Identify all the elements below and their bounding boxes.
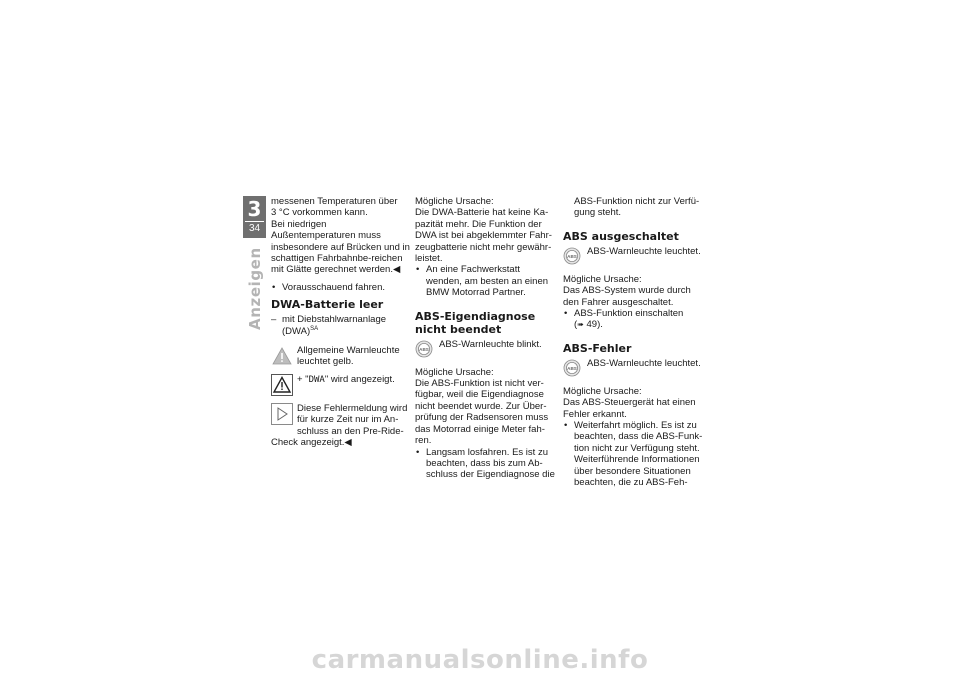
page-reference-open: ( [574,319,578,331]
bullet-workshop: • An eine Fachwerkstatt wenden, am besten an einen BMW Motorrad Partner. [415,264,555,298]
column-1 [271,196,411,455]
special-equipment-mark: SA [310,325,319,332]
abs-icon-label: ABS [567,365,577,371]
dwa-display-code: DWA [308,375,325,386]
heading-abs-diagnosis: ABS-Eigendiagnose nicht beendet [415,309,536,336]
abs-icon-label: ABS [567,253,577,259]
abs-off-text: ABS-Warnleuchte leuchtet. [587,245,701,257]
dwa-display-row [271,374,411,397]
cause-label-dwa: Mögliche Ursache: [415,196,494,207]
column-3 [563,196,703,489]
warning-triangle-icon [271,374,293,396]
dash-dwa-cont [271,326,411,337]
intro-line-2: 3 °C vorkommen kann. [271,207,368,219]
page-reference-page: 49). [586,319,603,331]
heading-dwa-battery: DWA-Batterie leer [271,298,384,312]
abs-warning-icon [563,359,581,377]
dash-dwa-text-2: (DWA) [282,325,311,337]
dash-dwa [271,314,411,325]
general-warning-text: Allgemeine Warnleuchte leuchtet gelb. [297,345,400,368]
watermark: carmanualsonline.info [311,645,649,675]
heading-abs-error: ABS-Fehler [563,341,632,355]
abs-error-text: ABS-Warnleuchte leuchtet. [587,357,701,369]
intro-paragraph: Bei niedrigen Außentemperaturen muss insbesondere auf Brücken und in schattigen Fahrbahnbe-reichen mit Glätte gerechnet werden.◀ [271,218,410,276]
dwa-display-suffix: " wird angezeigt. [324,374,395,386]
continued-text: ABS-Funktion nicht zur Verfü-gung steht. [574,196,700,219]
column-2 [415,196,555,481]
info-text: Diese Fehlermeldung wird für kurze Zeit nur im An-schluss an den Pre-Ride-Check angezeigt.◀ [271,403,408,449]
cause-text-dwa: Die DWA-Batterie hat keine Ka-pazität mehr. Die Funktion der DWA ist bei abgeklemmter Fahr-zeugbatterie nicht mehr gewähr-leistet. [415,207,552,265]
abs-error-row [563,358,703,380]
bullet-slow-start: • Langsam losfahren. Es ist zu beachten, dass bis zum Ab-schluss der Eigendiagnose die [415,447,555,481]
page-number: 34 [248,223,261,234]
bullet-continue-ride: • Weiterfahrt möglich. Es ist zu beachten, dass die ABS-Funk-tion nicht zur Verfügung steht. Weiterführende Informationen über besondere Situationen beachten, die zu ABS-Feh- [563,420,703,488]
page-reference-arrow-icon: ➠ [577,320,584,330]
abs-blink-text: ABS-Warnleuchte blinkt. [439,338,542,350]
abs-blink-row [415,339,555,361]
info-row [271,403,411,449]
abs-off-row [563,246,703,268]
chapter-number: 3 [247,197,262,221]
dash-dwa-text: mit Diebstahlwarnanlage [282,314,387,326]
intro-line-1: messenen Temperaturen über [271,196,398,207]
bullet-drive-ahead: • Vorausschauend fahren. [271,282,411,293]
heading-abs-off: ABS ausgeschaltet [563,229,679,243]
cause-text-abs-off: Das ABS-System wurde durch den Fahrer ausgeschaltet. [563,285,691,308]
cause-text-abs-diag: Die ABS-Funktion ist nicht ver-fügbar, weil die Eigendiagnose nicht beendet wurde. Zur Über-prüfung der Radsensoren muss das Motorrad einige Meter fah-ren. [415,378,549,447]
cause-text-abs-error: Das ABS-Steuergerät hat einen Fehler erkannt. [563,397,696,420]
general-warning-row [271,345,411,368]
cause-label-abs-off: Mögliche Ursache: [563,273,642,285]
chapter-marker [243,196,266,238]
section-side-label: Anzeigen [246,247,264,330]
abs-warning-icon [415,340,433,358]
page-reference [563,319,703,330]
bullet-enable-abs: • ABS-Funktion einschalten [563,308,703,319]
abs-warning-icon [563,247,581,265]
cause-label-abs-diag: Mögliche Ursache: [415,366,494,378]
general-warning-icon [271,345,293,367]
dwa-display-prefix: + " [297,374,309,386]
abs-icon-label: ABS [419,346,429,352]
play-info-icon [271,403,293,425]
cause-label-abs-error: Mögliche Ursache: [563,385,642,397]
